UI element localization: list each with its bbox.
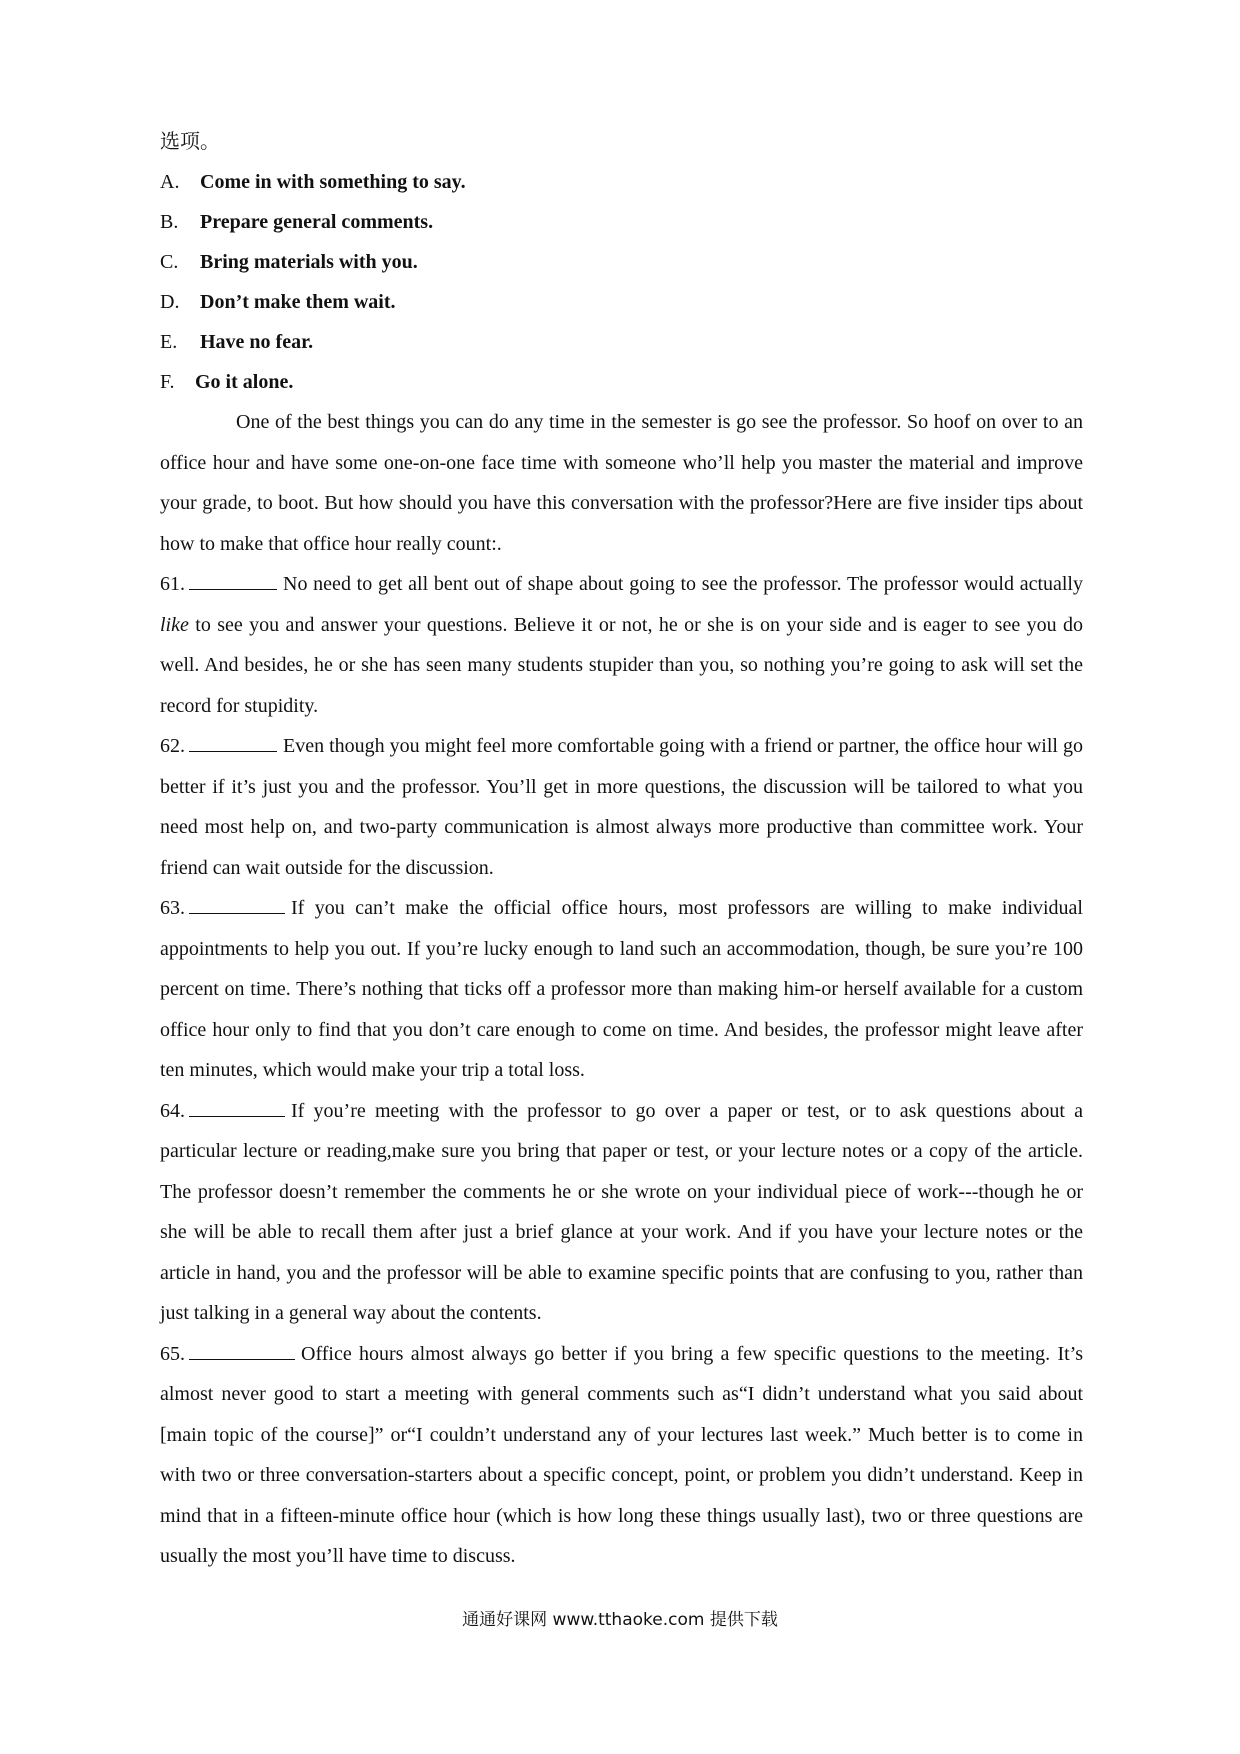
- question-text: Even though you might feel more comfortable going with a friend or partner, the office hour will go better if it’s just you and the professor. You’ll get in more questions, the discussion will be tailored to what you need most help on, and two-party communication is almost always more productive than committee work. Your friend can wait outside for the discussion.: [160, 735, 1083, 879]
- instruction-text: 选项。: [160, 131, 220, 153]
- option-text: Go it alone.: [195, 371, 294, 393]
- option-text: Don’t make them wait.: [200, 291, 396, 313]
- question-number: 62.: [160, 735, 185, 757]
- question-text: to see you and answer your questions. Believe it or not, he or she is on your side and is eager to see you do well. And besides, he or she has seen many students stupider than you, so nothing you’re going to ask will set the record for stupidity.: [160, 613, 1083, 717]
- question-63: [160, 888, 1083, 1091]
- answer-blank[interactable]: [189, 895, 285, 914]
- option-f: [160, 362, 1083, 402]
- question-61: [160, 564, 1083, 726]
- option-b: [160, 202, 1083, 242]
- option-text: Have no fear.: [200, 331, 314, 353]
- option-letter: E.: [160, 331, 178, 353]
- answer-blank[interactable]: [189, 733, 277, 752]
- option-letter: A.: [160, 171, 180, 193]
- option-text: Come in with something to say.: [200, 171, 466, 193]
- options-list: [160, 162, 1083, 402]
- answer-blank[interactable]: [189, 1098, 285, 1117]
- option-letter: F.: [160, 371, 175, 393]
- question-text: If you’re meeting with the professor to go over a paper or test, or to ask questions about a particular lecture or reading,make sure you bring that paper or test, or your lecture notes or a copy of the article. The professor doesn’t remember the comments he or she wrote on your individual piece of work---though he or she will be able to recall them after just a brief glance at your work. And if you have your lecture notes or the article in hand, you and the professor will be able to examine specific points that are confusing to you, rather than just talking in a general way about the contents.: [160, 1099, 1083, 1324]
- question-number: 65.: [160, 1342, 185, 1365]
- option-letter: C.: [160, 251, 179, 273]
- answer-blank[interactable]: [189, 571, 277, 590]
- option-letter: D.: [160, 291, 180, 313]
- option-c: [160, 242, 1083, 282]
- option-letter: B.: [160, 211, 179, 233]
- question-text: Office hours almost always go better if you bring a few specific questions to the meeting. It’s almost never good to start a meeting with general comments such as“I didn’t understand what you said about [main topic of the course]” or“I couldn’t understand any of your lectures last week.” Much better is to come in with two or three conversation-starters about a specific concept, point, or problem you didn’t understand. Keep in mind that in a fifteen-minute office hour (which is how long these things usually last), two or three questions are usually the most you’ll have time to discuss.: [160, 1342, 1083, 1567]
- document-page: [160, 122, 1083, 1577]
- page-footer: 通通好课网 www.tthaoke.com 提供下载: [462, 1610, 778, 1630]
- italic-word: like: [160, 613, 189, 636]
- question-text: If you can’t make the official office hours, most professors are willing to make individual appointments to help you out. If you’re lucky enough to land such an accommodation, though, be sure you’re 100 percent on time. There’s nothing that ticks off a professor more than making him-or herself available for a custom office hour only to find that you don’t care enough to come on time. And besides, the professor might leave after ten minutes, which would make your trip a total loss.: [160, 897, 1083, 1081]
- option-d: [160, 282, 1083, 322]
- question-number: 64.: [160, 1099, 185, 1122]
- question-64: [160, 1091, 1083, 1334]
- answer-blank[interactable]: [189, 1341, 295, 1360]
- question-number: 63.: [160, 897, 185, 919]
- option-e: [160, 322, 1083, 362]
- question-number: 61.: [160, 573, 185, 595]
- option-text: Bring materials with you.: [200, 251, 418, 273]
- question-text: No need to get all bent out of shape about going to see the professor. The professor would actually: [283, 573, 1083, 595]
- question-65: [160, 1334, 1083, 1577]
- option-text: Prepare general comments.: [200, 211, 434, 233]
- option-a: [160, 162, 1083, 202]
- question-62: [160, 726, 1083, 888]
- passage-intro: One of the best things you can do any time in the semester is go see the professor. So hoof on over to an office hour and have some one-on-one face time with someone who’ll help you master the material and improve your grade, to boot. But how should you have this conversation with the professor?Here are five insider tips about how to make that office hour really count:.: [160, 411, 1083, 555]
